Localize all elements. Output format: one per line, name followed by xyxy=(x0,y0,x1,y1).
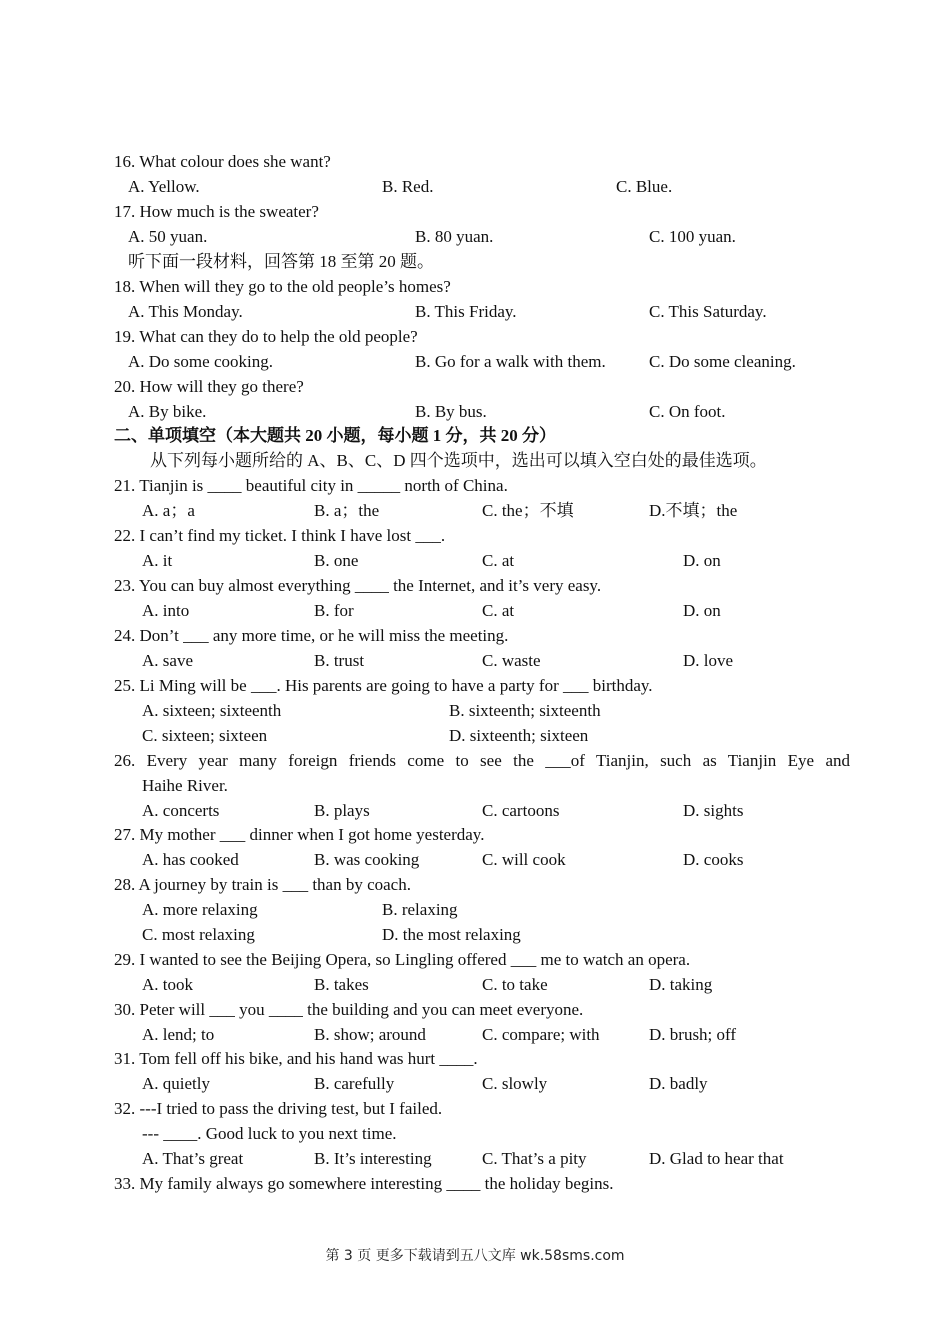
option-32a: A. That’s great xyxy=(142,1149,244,1168)
question-25: 25. Li Ming will be ___. His parents are going to have a party for ___ birthday. xyxy=(114,676,653,695)
option-25d: D. sixteenth; sixteen xyxy=(449,726,589,745)
option-20a: A. By bike. xyxy=(128,402,207,421)
option-28b: B. relaxing xyxy=(382,900,458,919)
option-30d: D. brush; off xyxy=(649,1025,737,1044)
question-32: 32. ---I tried to pass the driving test, but I failed. xyxy=(114,1099,443,1118)
option-24c: C. waste xyxy=(482,651,541,670)
option-24a: A. save xyxy=(142,651,193,670)
question-26-cont: Haihe River. xyxy=(142,776,228,795)
section-instruction: 从下列每小题所给的 A、B、C、D 四个选项中，选出可以填入空白处的最佳选项。 xyxy=(150,451,767,470)
question-24: 24. Don’t ___ any more time, or he will miss the meeting. xyxy=(114,626,509,645)
option-32c: C. That’s a pity xyxy=(482,1149,587,1168)
question-27: 27. My mother ___ dinner when I got home yesterday. xyxy=(114,825,485,844)
question-26: 26. Every year many foreign friends come to see the ___of Tianjin, such as Tianjin Eye and xyxy=(114,751,850,770)
option-16c: C. Blue. xyxy=(616,177,673,196)
option-31c: C. slowly xyxy=(482,1074,548,1093)
option-22c: C. at xyxy=(482,551,515,570)
option-18b: B. This Friday. xyxy=(415,302,517,321)
question-16: 16. What colour does she want? xyxy=(114,152,331,171)
question-19: 19. What can they do to help the old people? xyxy=(114,327,418,346)
question-23: 23. You can buy almost everything ____ the Internet, and it’s very easy. xyxy=(114,576,602,595)
option-30b: B. show; around xyxy=(314,1025,426,1044)
option-26a: A. concerts xyxy=(142,801,220,820)
option-25c: C. sixteen; sixteen xyxy=(142,726,268,745)
question-29: 29. I wanted to see the Beijing Opera, so Lingling offered ___ me to watch an opera. xyxy=(114,950,691,969)
option-26b: B. plays xyxy=(314,801,370,820)
option-24b: B. trust xyxy=(314,651,365,670)
question-30: 30. Peter will ___ you ____ the building and you can meet everyone. xyxy=(114,1000,584,1019)
option-29a: A. took xyxy=(142,975,193,994)
option-22d: D. on xyxy=(683,551,721,570)
option-19a: A. Do some cooking. xyxy=(128,352,273,371)
question-31: 31. Tom fell off his bike, and his hand was hurt ____. xyxy=(114,1049,478,1068)
option-18c: C. This Saturday. xyxy=(649,302,767,321)
option-23c: C. at xyxy=(482,601,515,620)
option-25a: A. sixteen; sixteenth xyxy=(142,701,282,720)
question-32-cont: --- ____. Good luck to you next time. xyxy=(142,1124,397,1143)
page-footer: 第 3 页 更多下载请到五八文库 wk.58sms.com xyxy=(325,1248,625,1264)
section-heading: 二、单项填空（本大题共 20 小题，每小题 1 分，共 20 分） xyxy=(114,426,556,445)
option-29b: B. takes xyxy=(314,975,369,994)
option-18a: A. This Monday. xyxy=(128,302,243,321)
question-33: 33. My family always go somewhere interesting ____ the holiday begins. xyxy=(114,1174,614,1193)
question-22: 22. I can’t find my ticket. I think I have lost ___. xyxy=(114,526,446,545)
option-23b: B. for xyxy=(314,601,354,620)
option-28d: D. the most relaxing xyxy=(382,925,521,944)
option-17c: C. 100 yuan. xyxy=(649,227,736,246)
option-30a: A. lend; to xyxy=(142,1025,215,1044)
option-16a: A. Yellow. xyxy=(128,177,200,196)
option-21a: A. a；a xyxy=(142,501,195,520)
option-19c: C. Do some cleaning. xyxy=(649,352,796,371)
option-23a: A. into xyxy=(142,601,190,620)
option-21b: B. a；the xyxy=(314,501,380,520)
question-28: 28. A journey by train is ___ than by coach. xyxy=(114,875,411,894)
option-29d: D. taking xyxy=(649,975,713,994)
listening-instruction: 听下面一段材料，回答第 18 至第 20 题。 xyxy=(128,252,434,271)
option-32b: B. It’s interesting xyxy=(314,1149,432,1168)
option-29c: C. to take xyxy=(482,975,548,994)
option-20b: B. By bus. xyxy=(415,402,487,421)
option-30c: C. compare; with xyxy=(482,1025,600,1044)
question-18: 18. When will they go to the old people’s homes? xyxy=(114,277,451,296)
option-26c: C. cartoons xyxy=(482,801,560,820)
option-17b: B. 80 yuan. xyxy=(415,227,494,246)
option-28c: C. most relaxing xyxy=(142,925,255,944)
option-25b: B. sixteenth; sixteenth xyxy=(449,701,601,720)
option-21d: D.不填；the xyxy=(649,501,738,520)
option-22b: B. one xyxy=(314,551,359,570)
option-31d: D. badly xyxy=(649,1074,708,1093)
option-27c: C. will cook xyxy=(482,850,566,869)
option-21c: C. the；不填 xyxy=(482,501,574,520)
option-20c: C. On foot. xyxy=(649,402,726,421)
option-22a: A. it xyxy=(142,551,173,570)
option-19b: B. Go for a walk with them. xyxy=(415,352,606,371)
option-26d: D. sights xyxy=(683,801,744,820)
option-24d: D. love xyxy=(683,651,734,670)
option-27d: D. cooks xyxy=(683,850,744,869)
option-28a: A. more relaxing xyxy=(142,900,258,919)
option-23d: D. on xyxy=(683,601,721,620)
question-17: 17. How much is the sweater? xyxy=(114,202,319,221)
question-20: 20. How will they go there? xyxy=(114,377,304,396)
option-17a: A. 50 yuan. xyxy=(128,227,208,246)
option-31a: A. quietly xyxy=(142,1074,210,1093)
option-32d: D. Glad to hear that xyxy=(649,1149,784,1168)
question-21: 21. Tianjin is ____ beautiful city in _____ north of China. xyxy=(114,476,508,495)
option-16b: B. Red. xyxy=(382,177,434,196)
option-27a: A. has cooked xyxy=(142,850,239,869)
option-27b: B. was cooking xyxy=(314,850,420,869)
option-31b: B. carefully xyxy=(314,1074,395,1093)
